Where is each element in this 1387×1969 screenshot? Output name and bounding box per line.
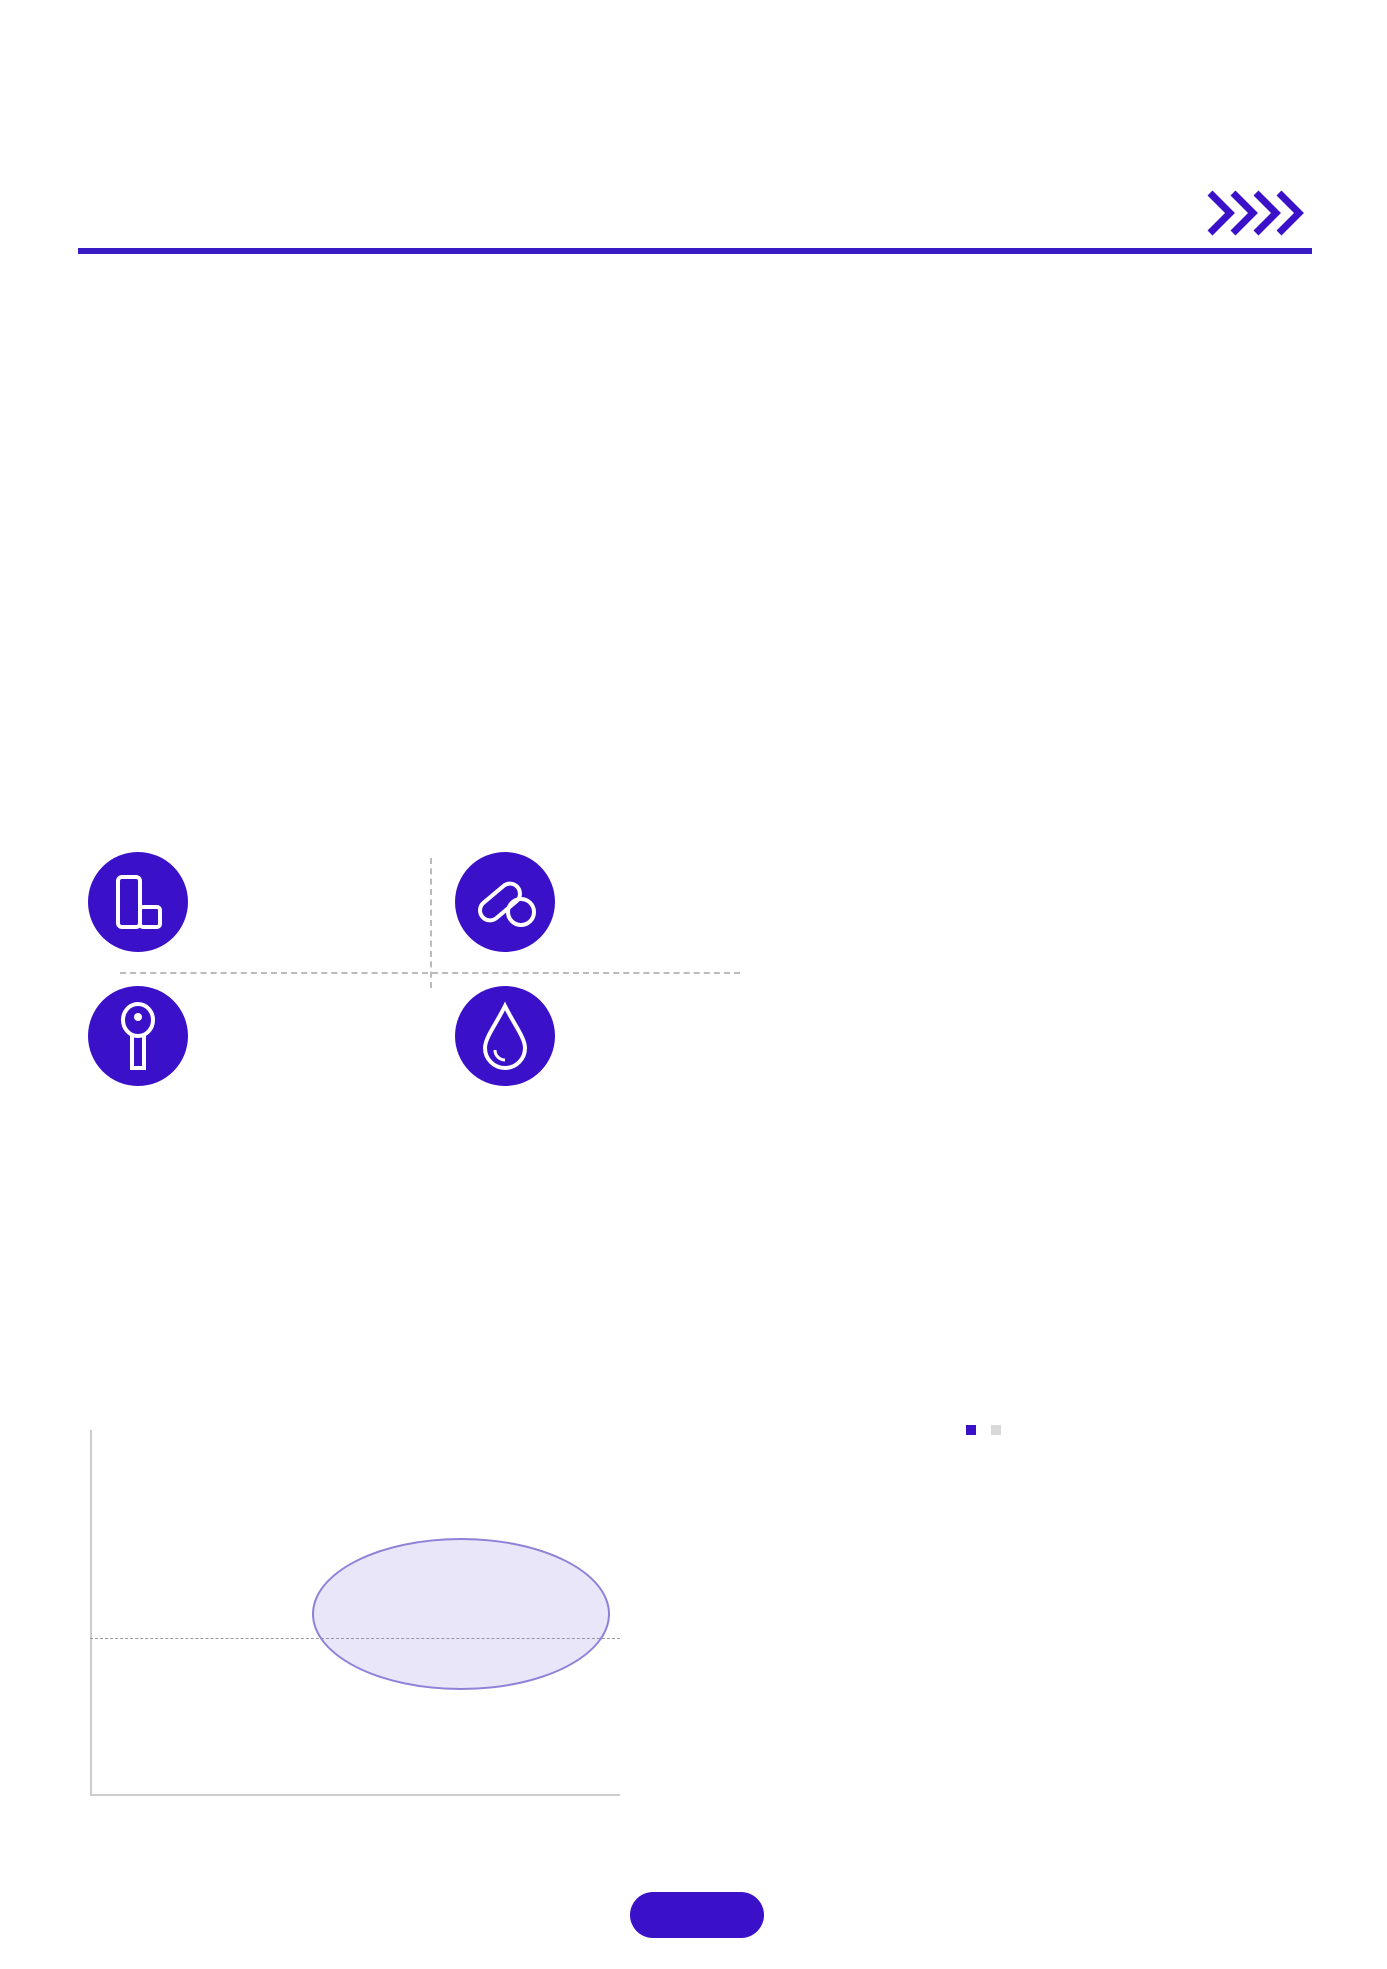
- skincare-bottle-icon: [88, 852, 188, 952]
- market-medical: [455, 986, 555, 1086]
- beauty-device-icon: [88, 986, 188, 1086]
- water-drop-icon: [455, 986, 555, 1086]
- market-oral: [455, 852, 555, 952]
- heatmap: [780, 626, 1300, 1106]
- bar-legend: [966, 1420, 1001, 1440]
- scatter-points: [90, 1430, 620, 1796]
- market-divider-horizontal: [120, 972, 740, 974]
- title-underline: [78, 248, 1312, 254]
- sankey-need-labels: [80, 752, 740, 852]
- sankey-flows: [80, 612, 740, 752]
- bar-chart: [730, 1470, 1310, 1810]
- market-skincare: [88, 852, 188, 952]
- legend-swatch-main: [966, 1425, 976, 1435]
- pill-capsule-icon: [455, 852, 555, 952]
- legend-swatch-other: [991, 1425, 1001, 1435]
- market-device: [88, 986, 188, 1086]
- page-indicator: [630, 1892, 764, 1938]
- scatter-chart: [90, 1430, 620, 1796]
- market-divider-vertical: [430, 858, 432, 988]
- chevrons-icon: [1205, 188, 1315, 238]
